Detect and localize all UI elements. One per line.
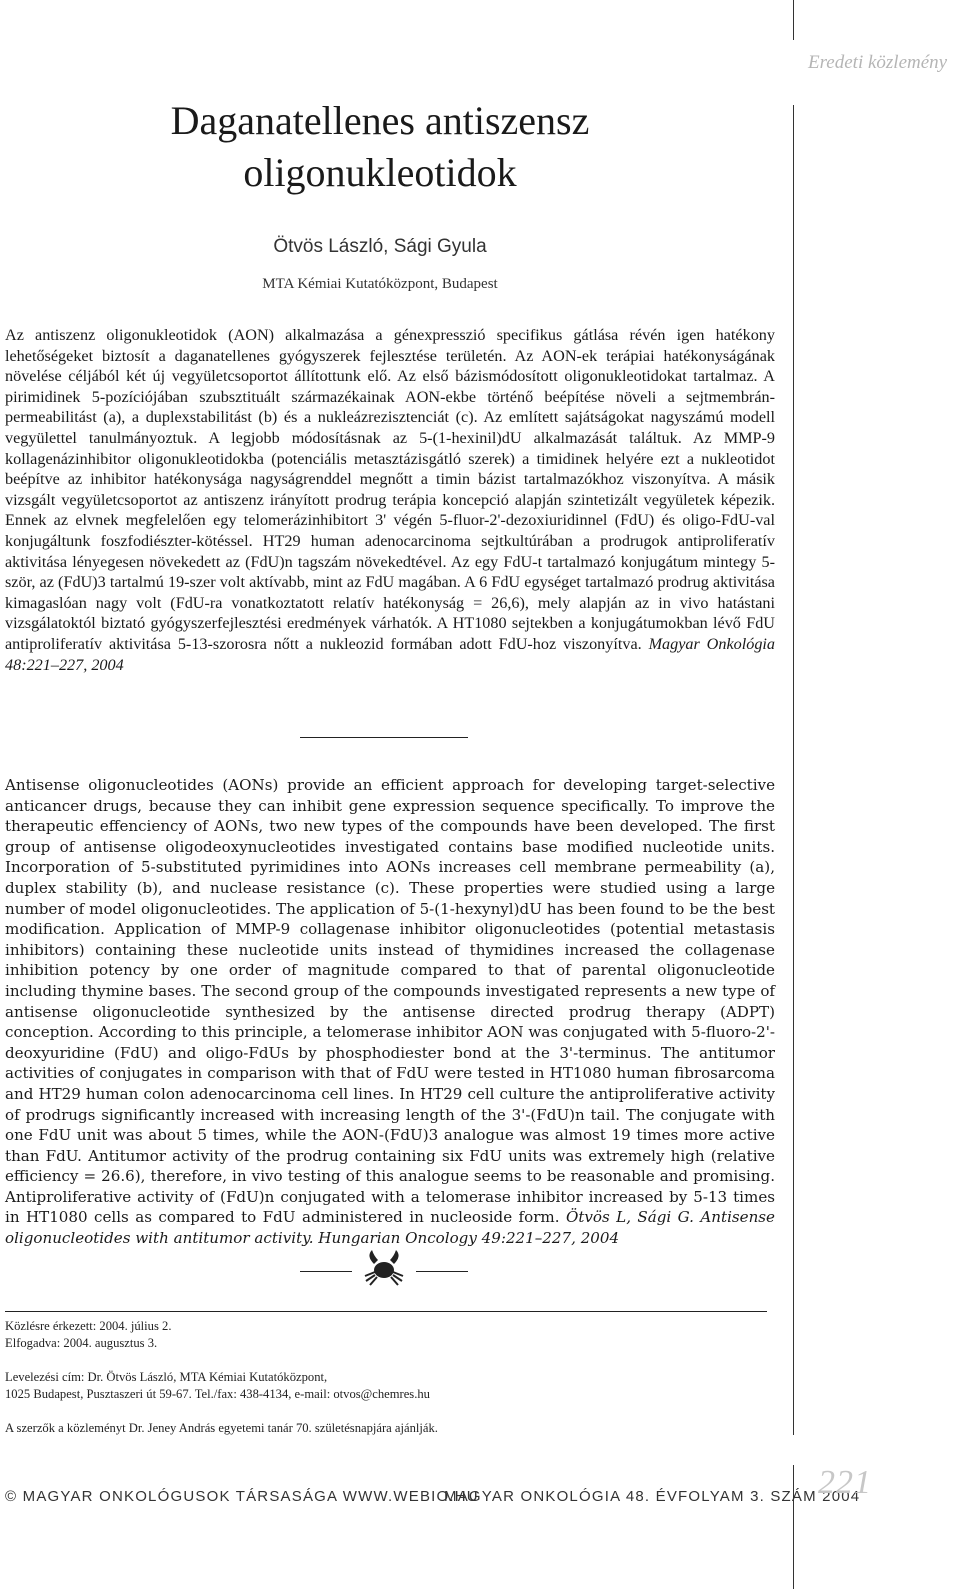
right-margin-rule-top [793,0,794,40]
abstract-separator [300,737,468,738]
page-number: 221 [818,1464,872,1501]
abstract-english [5,775,775,1249]
article-authors: Ötvös László, Sági Gyula [273,236,487,257]
page-number-rule [793,1465,794,1589]
right-margin-rule [793,105,794,1435]
correspondence-line1: Levelezési cím: Dr. Ötvös László, MTA Kémiai Kutatóközpont, [5,1370,328,1384]
article-affiliation: MTA Kémiai Kutatóközpont, Budapest [262,276,498,292]
correspondence-line2: 1025 Budapest, Pusztaszeri út 59-67. Tel./fax: 438-4134, e-mail: otvos@chemres.hu [5,1387,430,1401]
section-label: Eredeti közlemény [808,52,948,73]
dedication: A szerzők a közleményt Dr. Jeney András egyetemi tanár 70. születésnapjára ajánlják. [5,1421,438,1435]
crab-emblem-icon [362,1248,406,1288]
abstract-hungarian [5,325,775,675]
received-date: Közlésre érkezett: 2004. július 2. [5,1319,172,1333]
notes-separator [5,1311,767,1312]
accepted-date: Elfogadva: 2004. augusztus 3. [5,1336,158,1350]
abstract-hungarian-text: Az antiszenz oligonukleotidok (AON) alkalmazása a génexpresszió specifikus gátlása révén igen hatékony lehetőségeket biztosít a daganatellenes gyógyszerek fejlesztése területén. Az AON-ek terápiai hatékonyságának növelése céljából két új vegyületcsoportot állítottunk elő. Az első bázismódosított oligonukleotidokat tartalmaz. A pirimidinek 5-pozíciójában szubsztituált származékainak AON-ekbe történő beépítése növeli a sejtmembrán-permeabilitást (a), a duplexstabilitást (b) és a nukleázrezisztenciát (c). Az említett sajátságokat nagyszámú modell vegyülettel tanulmányoztuk. A legjobb módosításnak az 5-(1-hexinil)dU alkalmazását találtuk. Az MMP-9 kollagenázinhibitor oligonukleotidokba (potenciális metasztázisgátló szerek) a timidinek helyére ezt a nukleotidot beépítve az inhibitor hatékonysága nagyságrenddel megnőtt a timin bázist tartalmazókhoz viszonyítva. A másik vizsgált vegyületcsoportot az antiszenz irányított prodrug terápia koncepció alapján szintetizált vegyületek képezik. Ennek az elvnek megfelelően egy telomerázinhibitort 3' végén 5-fluor-2'-dezoxiuridinnel (FdU) és oligo-FdU-val konjugáltunk foszfodiészter-kötéssel. HT29 human adenocarcinoma sejtkultúrában a prodrugok antiproliferatív aktivitása lényegesen növekedett az (FdU)n tagszám növekedtével. Az egy FdU-t tartalmazó konjugátum mintegy 5-ször, az (FdU)3 tartalmú 19-szer volt aktívabb, mint az FdU magában. A 6 FdU egységet tartalmazó prodrug aktivitása kimagaslóan nagy volt (FdU-ra vonatkoztatott relatív hatékonyság = 26,6), mely alapján az in vivo hatástani vizsgálatoktól biztató gyógyszerfejlesztési eredmények várhatók. A HT1080 sejtekben a konjugátumokban lévő FdU antiproliferatív aktivitása 5-13-szorosra nőtt a nukleozid formában adott FdU-hoz viszonyítva. [5,326,775,653]
abstract-hungarian-citation: Magyar Onkológia 48:221–227, 2004 [5,634,776,674]
abstract-english-text: Antisense oligonucleotides (AONs) provide an efficient approach for developing target-selective anticancer drugs, because they can inhibit gene expression sequence specifically. To improve the therapeutic effenciency of AONs, two new types of the compounds have been developed. The first group of antisense oligodeoxynucleotides investigated contains base modified nucleotide units. Incorporation of 5-substituted pyrimidines into AONs increases cell membrane permeability (a), duplex stability (b), and nuclease resistance (c). These properties were studied using a large number of model oligonucleotides. The application of 5-(1-hexynyl)dU has been found to be the best modification. Application of MMP-9 collagenase inhibitor oligonucleotides (potential metastasis inhibitors) containing these nucleotide units instead of thymidines increased the collagenase inhibition potency by one order of magnitude compared to that of parental oligonucleotide including thymine bases. The second group of the compounds investigated represents a new type of antisense oligonucleotide synthesized by the antisense directed prodrug therapy (ADPT) conception. According to this principle, a telomerase inhibitor AON was conjugated with 5-fluoro-2'-deoxyuridine (FdU) and oligo-FdUs by phosphodiester bond at the 3'-terminus. The antitumor activities of conjugates in comparison with that of FdU were tested in HT1080 human fibrosarcoma and HT29 human colon adenocarcinoma cell lines. In HT29 cell culture the antiproliferative activity of prodrugs significantly increased with increasing length of the 3'-(FdU)n tail. The conjugate with one FdU unit was about 5 times, while the AON-(FdU)3 analogue was almost 19 times more active than FdU. Antitumor activity of the prodrug containing six FdU units was extremely high (relative efficiency = 26.6), therefore, in vivo testing of this analogue seems to be reasonable and promising. Antiproliferative activity of (FdU)n conjugated with a telomerase inhibitor increased by 5-13 times in HT1080 cells as compared to FdU administered in nucleoside form. [5,776,775,1227]
ornament-line-right [416,1271,468,1272]
footer-society: © MAGYAR ONKOLÓGUSOK TÁRSASÁGA WWW.WEBIO.HU [5,1488,479,1505]
footer-journal: MAGYAR ONKOLÓGIA 48. ÉVFOLYAM 3. SZÁM 2004 [444,1488,861,1505]
article-title: Daganatellenes antiszensz oligonukleotidok [170,98,590,195]
ornament-line-left [300,1271,352,1272]
abstract-english-citation: Ötvös L, Sági G. Antisense oligonucleotides with antitumor activity. Hungarian Oncology 49:221–227, 2004 [5,1208,775,1248]
